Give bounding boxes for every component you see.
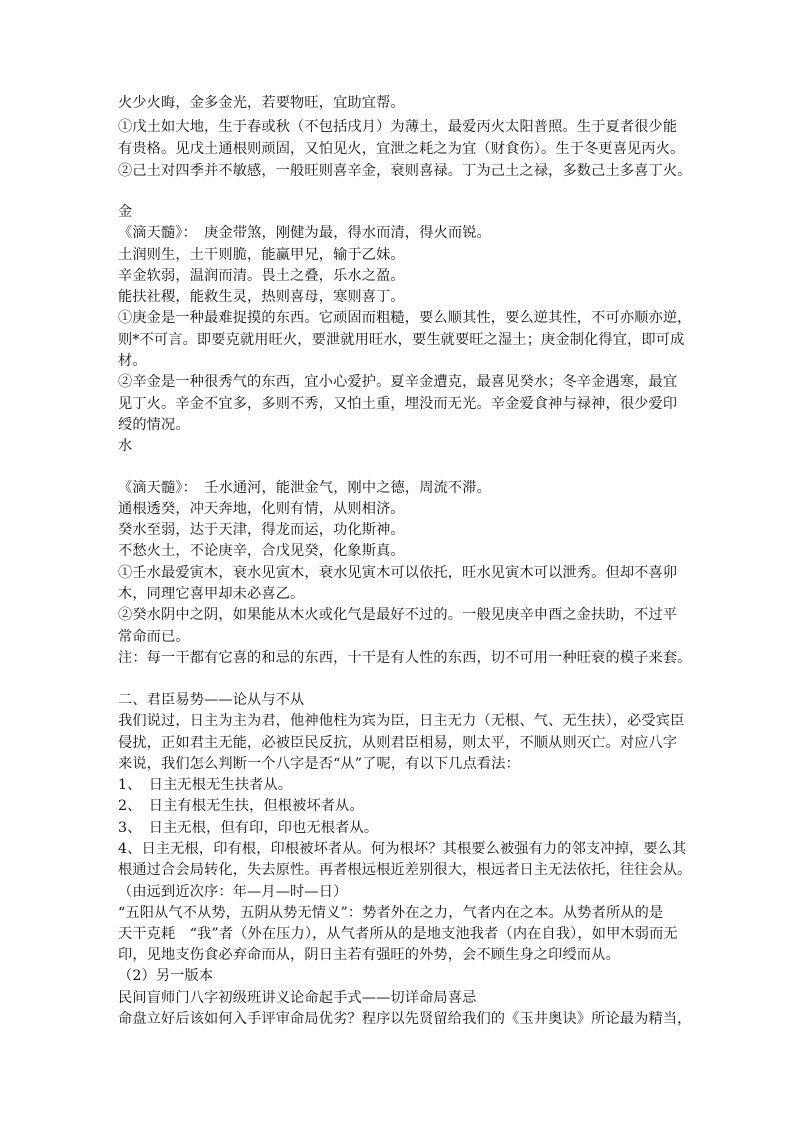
text-line: 绶的情况。 xyxy=(118,417,190,433)
text-line: 《滴天髓》： 庚金带煞，刚健为最，得水而清，得火而锐。 xyxy=(118,225,491,241)
text-line: 天干克耗 “我”者（外在压力），从气者所从的是地支池我者（内在自我），如甲木弱而无 xyxy=(118,926,678,942)
text-line: 侵扰，正如君主无能，必被臣民反抗，从则君臣相易，则太平，不顺从则灭亡。对应八字 xyxy=(118,735,678,751)
text-line: 印，见地支伤食必弃命而从，阴日主若有强旺的外势，会不顾生身之印绶而从。 xyxy=(118,947,620,963)
text-line: 不愁火土，不论庚辛，合戊见癸，化象斯真。 xyxy=(118,543,405,559)
list-item: 2、 日主有根无生扶，但根被坏者从。 xyxy=(118,798,364,814)
note-line: 注：每一干都有它喜的和忌的东西，十干是有人性的东西，切不可用一种旺衰的模子来套。 xyxy=(118,650,692,666)
list-item: 4、日主无根，印有根，印根被坏者从。何为根坏？其根要么被强有力的邻支冲掉，要么其 xyxy=(118,841,687,857)
text-line: 材。 xyxy=(118,353,147,369)
text-line: ①壬水最爱寅木，衰水见寅木，衰水见寅木可以依托，旺水见寅木可以泄秀。但却不喜卯 xyxy=(118,565,678,581)
text-line: （由远到近次序：年—月—时—日） xyxy=(118,884,348,900)
text-line: ②癸水阴中之阴，如果能从木火或化气是最好不过的。一般见庚辛申酉之金扶助，不过平 xyxy=(118,607,678,623)
text-line: 能扶社稷，能救生灵，热则喜母，寒则喜丁。 xyxy=(118,289,405,305)
text-line: 有贵格。见戊土通根则顽固，又怕见火，宜泄之耗之为宜（财食伤）。生于冬更喜见丙火。 xyxy=(118,141,685,157)
text-line: ①戊土如大地，生于春或秋（不包括戌月）为薄土，最爱丙火太阳普照。生于夏者很少能 xyxy=(118,119,678,135)
text-line: 我们说过，日主为主为君，他神他柱为宾为臣，日主无力（无根、气、无生扶），必受宾臣 xyxy=(118,713,685,729)
text-line: “五阳从气不从势，五阴从势无情义”：势者外在之力，气者内在之本。从势者所从的是 xyxy=(118,905,664,921)
text-line: （2）另一版本 xyxy=(118,968,214,984)
text-line: 癸水至弱，达于天津，得龙而运，功化斯神。 xyxy=(118,522,405,538)
list-item: 1、 日主无根无生扶者从。 xyxy=(118,777,293,793)
text-line: 见丁火。辛金不宜多，多则不秀，又怕土重，埋没而无光。辛金爱食神与禄神，很少爱印 xyxy=(118,396,678,412)
text-line: 火少火晦，金多金光，若要物旺，宜助宜帮。 xyxy=(118,95,405,111)
text-line: 土润则生，土干则脆，能赢甲兄，输于乙妹。 xyxy=(118,247,405,263)
section-heading-metal: 金 xyxy=(118,204,133,220)
list-item: 3、 日主无根，但有印，印也无根者从。 xyxy=(118,820,379,836)
text-line: 通根透癸，冲天奔地，化则有情，从则相济。 xyxy=(118,501,405,517)
section-heading-water: 水 xyxy=(118,438,133,454)
text-line: ①庚金是一种最难捉摸的东西。它顽固而粗糙，要么顺其性，要么逆其性，不可亦顺亦逆， xyxy=(118,310,692,326)
text-line: ②己土对四季并不敏感，一般旺则喜辛金，衰则喜禄。丁为己土之禄，多数己土多喜丁火。 xyxy=(118,163,692,179)
text-line: 常命而已。 xyxy=(118,629,190,645)
section-heading-ruler-minister: 二、君臣易势——论从与不从 xyxy=(118,692,305,708)
text-line: 命盘立好后该如何入手评审命局优劣？程序以先贤留给我们的《玉井奥诀》所论最为精当， xyxy=(118,1011,692,1027)
text-line: 则*不可言。即要克就用旺火，要泄就用旺水，要生就要旺之湿土；庚金制化得宜，即可成 xyxy=(118,332,685,348)
text-line: 辛金软弱，温润而清。畏土之叠，乐水之盈。 xyxy=(118,268,405,284)
text-line: 民间盲师门八字初级班讲义论命起手式——切详命局喜忌 xyxy=(118,990,477,1006)
text-line: 根通过合会局转化，失去原性。再者根远根近差别很大，根远者日主无法依托，往往会从。 xyxy=(118,862,692,878)
text-line: ②辛金是一种很秀气的东西，宜小心爱护。夏辛金遭克，最喜见癸水；冬辛金遇寒，最宜 xyxy=(118,374,678,390)
text-line: 来说，我们怎么判断一个八字是否“从”了呢，有以下几点看法： xyxy=(118,756,520,772)
text-line: 《滴天髓》： 壬水通河，能泄金气，刚中之德，周流不滞。 xyxy=(118,480,491,496)
text-line: 木，同理它喜甲却未必喜乙。 xyxy=(118,586,305,602)
